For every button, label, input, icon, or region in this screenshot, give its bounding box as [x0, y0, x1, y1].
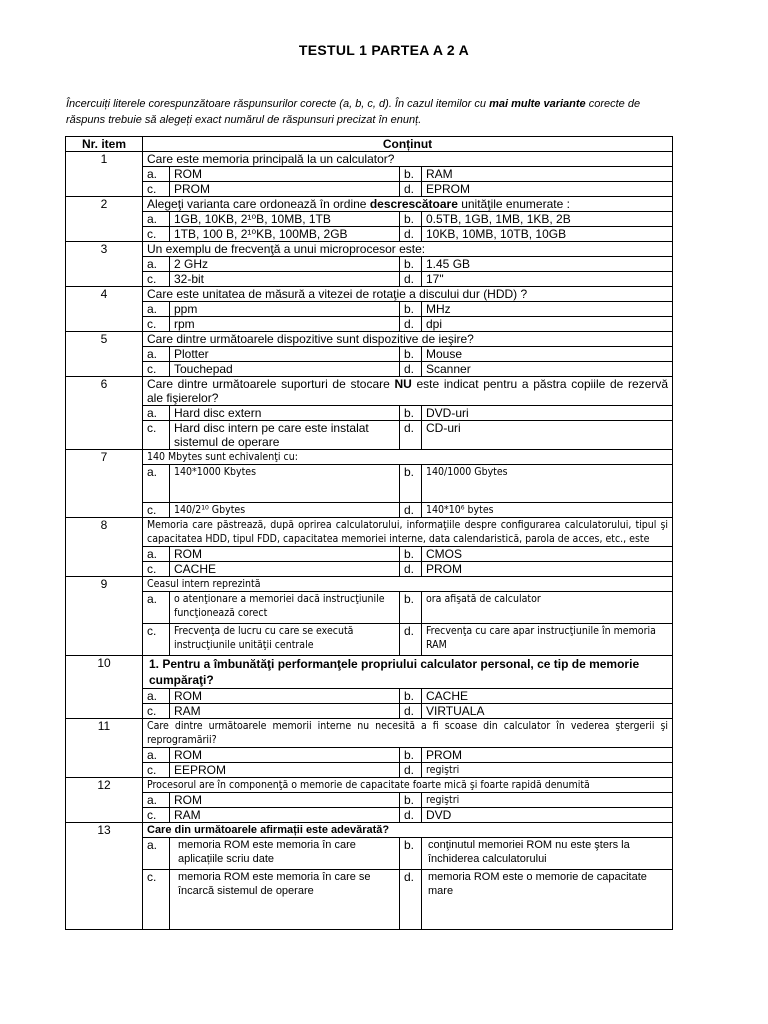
- option-letter-b[interactable]: b.: [400, 748, 422, 763]
- item-9-options-ab: [66, 592, 673, 624]
- option-letter-d[interactable]: d.: [400, 763, 422, 778]
- option-b: 1.45 GB: [422, 257, 673, 272]
- item-6-question-row: [66, 377, 673, 406]
- option-letter-b[interactable]: b.: [400, 838, 422, 870]
- table-header-row: [66, 137, 673, 152]
- option-d: memoria ROM este o memorie de capacitate mare: [422, 870, 673, 930]
- item-number: 10: [66, 656, 143, 719]
- option-a: ROM: [170, 689, 400, 704]
- option-letter-c[interactable]: c.: [143, 562, 170, 577]
- option-letter-d[interactable]: d.: [400, 272, 422, 287]
- option-b: MHz: [422, 302, 673, 317]
- item-question: [143, 377, 673, 406]
- instructions-text: Încercuiți literele corespunzătoare răspunsurilor corecte (a, b, c, d). În cazul itemilor cu: [66, 98, 490, 110]
- item-13-options-ab: [66, 838, 673, 870]
- option-c: Frecvenţa de lucru cu care se execută instrucţiunile unităţii centrale: [170, 624, 400, 656]
- option-letter-b[interactable]: b.: [400, 167, 422, 182]
- option-a: 140*1000 Kbytes: [170, 465, 400, 503]
- option-d: regiştri: [422, 763, 673, 778]
- option-a: 2 GHz: [170, 257, 400, 272]
- item-number: 6: [66, 377, 143, 450]
- option-c: RAM: [170, 808, 400, 823]
- item-13-options-cd: [66, 870, 673, 930]
- item-question: Memoria care păstrează, după oprirea calculatorului, informaţiile despre configurarea calculatorului, tipul şi capacitatea HDD, tipul FDD, capacitatea memoriei interne, data calendaristică, parola de acces, etc., este: [143, 518, 673, 547]
- item-question: Care este memoria principală la un calculator?: [143, 152, 673, 167]
- option-b: PROM: [422, 748, 673, 763]
- option-letter-b[interactable]: b.: [400, 257, 422, 272]
- item-question: Ceasul intern reprezintă: [143, 577, 673, 592]
- option-letter-b[interactable]: b.: [400, 547, 422, 562]
- option-a: 1GB, 10KB, 2¹⁰B, 10MB, 1TB: [170, 212, 400, 227]
- option-c: rpm: [170, 317, 400, 332]
- option-c: 1TB, 100 B, 2¹⁰KB, 100MB, 2GB: [170, 227, 400, 242]
- instructions-text-end: corecte de răspuns trebuie să alegeți exact numărul de răspunsuri precizat în enunț.: [66, 98, 641, 126]
- option-c: 32-bit: [170, 272, 400, 287]
- item-question: Procesorul are în componenţă o memorie de capacitate foarte mică şi foarte rapidă denumită: [143, 778, 673, 793]
- option-d: Scanner: [422, 362, 673, 377]
- option-b: RAM: [422, 167, 673, 182]
- item-question: Un exemplu de frecvenţă a unui microprocesor este:: [143, 242, 673, 257]
- option-a: Hard disc extern: [170, 406, 400, 421]
- item-2-question-row: [66, 197, 673, 212]
- item-6-options-ab: [66, 406, 673, 421]
- option-b: ora afişată de calculator: [422, 592, 673, 624]
- option-letter-d[interactable]: d.: [400, 227, 422, 242]
- item-1-question-row: [66, 152, 673, 167]
- item-question: Care dintre următoarele memorii interne nu necesită a fi scoase din calculator în vederea ştergerii şi reprogramării?: [143, 719, 673, 748]
- item-5-question-row: [66, 332, 673, 347]
- option-c: CACHE: [170, 562, 400, 577]
- option-a: ROM: [170, 167, 400, 182]
- item-2-options-cd: [66, 227, 673, 242]
- option-letter-d[interactable]: d.: [400, 808, 422, 823]
- item-12-options-ab: [66, 793, 673, 808]
- item-10-options-cd: [66, 704, 673, 719]
- item-number: 2: [66, 197, 143, 242]
- item-number: 5: [66, 332, 143, 377]
- option-letter-d[interactable]: d.: [400, 624, 422, 656]
- item-number: 3: [66, 242, 143, 287]
- question-text: Care dintre următoarele suporturi de stocare: [147, 377, 395, 391]
- option-c: Hard disc intern pe care este instalat sistemul de operare: [170, 421, 400, 450]
- item-2-options-ab: [66, 212, 673, 227]
- option-b: CACHE: [422, 689, 673, 704]
- option-letter-c[interactable]: c.: [143, 704, 170, 719]
- option-d: 10KB, 10MB, 10TB, 10GB: [422, 227, 673, 242]
- option-b: 0.5TB, 1GB, 1MB, 1KB, 2B: [422, 212, 673, 227]
- option-letter-b[interactable]: b.: [400, 465, 422, 503]
- option-letter-d[interactable]: d.: [400, 503, 422, 518]
- option-letter-c[interactable]: c.: [143, 421, 170, 450]
- option-d: PROM: [422, 562, 673, 577]
- option-d: 17": [422, 272, 673, 287]
- item-3-question-row: [66, 242, 673, 257]
- option-a: memoria ROM este memoria în care aplicațiile scriu date: [170, 838, 400, 870]
- header-nr-item: Nr. item: [66, 137, 143, 152]
- option-letter-a[interactable]: a.: [143, 167, 170, 182]
- option-letter-a[interactable]: a.: [143, 547, 170, 562]
- item-number: 12: [66, 778, 143, 823]
- option-letter-a[interactable]: a.: [143, 347, 170, 362]
- header-content: Conținut: [143, 137, 673, 152]
- option-letter-b[interactable]: b.: [400, 592, 422, 624]
- option-letter-c[interactable]: c.: [143, 317, 170, 332]
- option-letter-d[interactable]: d.: [400, 870, 422, 930]
- item-question: Care este unitatea de măsură a vitezei de rotaţie a discului dur (HDD) ?: [143, 287, 673, 302]
- option-letter-d[interactable]: d.: [400, 182, 422, 197]
- option-letter-a[interactable]: a.: [143, 212, 170, 227]
- option-letter-a[interactable]: a.: [143, 689, 170, 704]
- item-3-options-ab: [66, 257, 673, 272]
- option-letter-c[interactable]: c.: [143, 503, 170, 518]
- item-10-options-ab: [66, 689, 673, 704]
- option-letter-a[interactable]: a.: [143, 793, 170, 808]
- instructions-emphasis: mai multe variante: [489, 98, 586, 110]
- option-b: CMOS: [422, 547, 673, 562]
- option-letter-b[interactable]: b.: [400, 347, 422, 362]
- option-b: conţinutul memoriei ROM nu este şters la închiderea calculatorului: [422, 838, 673, 870]
- option-letter-c[interactable]: c.: [143, 624, 170, 656]
- option-c: 140/2¹⁰ Gbytes: [170, 503, 400, 518]
- item-1-options-ab: [66, 167, 673, 182]
- page-title: TESTUL 1 PARTEA A 2 A: [298, 42, 470, 58]
- item-number: 1: [66, 152, 143, 197]
- question-text: Alegeţi varianta care ordonează în ordine: [147, 197, 370, 211]
- item-7-question-row: [66, 450, 673, 465]
- question-text-end: unităţile enumerate :: [457, 197, 570, 211]
- option-letter-a[interactable]: a.: [143, 257, 170, 272]
- option-letter-a[interactable]: a.: [143, 465, 170, 503]
- option-letter-b[interactable]: b.: [400, 302, 422, 317]
- item-8-options-ab: [66, 547, 673, 562]
- option-letter-b[interactable]: b.: [400, 406, 422, 421]
- option-letter-c[interactable]: c.: [143, 272, 170, 287]
- option-letter-c[interactable]: c.: [143, 870, 170, 930]
- option-letter-c[interactable]: c.: [143, 808, 170, 823]
- item-11-question-row: [66, 719, 673, 748]
- option-letter-c[interactable]: c.: [143, 182, 170, 197]
- item-4-question-row: [66, 287, 673, 302]
- item-9-options-cd: [66, 624, 673, 656]
- option-letter-c[interactable]: c.: [143, 227, 170, 242]
- item-12-options-cd: [66, 808, 673, 823]
- option-b: DVD-uri: [422, 406, 673, 421]
- item-number: 9: [66, 577, 143, 656]
- item-number: 7: [66, 450, 143, 518]
- item-number: 11: [66, 719, 143, 778]
- option-d: CD-uri: [422, 421, 673, 450]
- option-b: regiştri: [422, 793, 673, 808]
- option-letter-d[interactable]: d.: [400, 317, 422, 332]
- option-d: VIRTUALA: [422, 704, 673, 719]
- item-question: [143, 197, 673, 212]
- item-7-options-cd: [66, 503, 673, 518]
- item-number: 4: [66, 287, 143, 332]
- option-a: ROM: [170, 547, 400, 562]
- option-letter-a[interactable]: a.: [143, 748, 170, 763]
- item-5-options-ab: [66, 347, 673, 362]
- option-letter-a[interactable]: a.: [143, 406, 170, 421]
- option-letter-d[interactable]: d.: [400, 362, 422, 377]
- option-c: EEPROM: [170, 763, 400, 778]
- item-5-options-cd: [66, 362, 673, 377]
- item-11-options-cd: [66, 763, 673, 778]
- option-letter-c[interactable]: c.: [143, 763, 170, 778]
- questions-table: [65, 136, 673, 930]
- item-7-options-ab: [66, 465, 673, 503]
- question-emphasis: descrescătoare: [369, 197, 458, 211]
- option-a: ROM: [170, 793, 400, 808]
- item-number: 13: [66, 823, 143, 930]
- item-8-options-cd: [66, 562, 673, 577]
- item-number: 8: [66, 518, 143, 577]
- option-d: DVD: [422, 808, 673, 823]
- option-c: PROM: [170, 182, 400, 197]
- option-letter-b[interactable]: b.: [400, 212, 422, 227]
- option-letter-d[interactable]: d.: [400, 421, 422, 450]
- question-emphasis: NU: [394, 377, 412, 391]
- option-a: ROM: [170, 748, 400, 763]
- option-b: Mouse: [422, 347, 673, 362]
- option-c: Touchepad: [170, 362, 400, 377]
- instructions: [66, 96, 676, 128]
- option-letter-a[interactable]: a.: [143, 302, 170, 317]
- item-6-options-cd: [66, 421, 673, 450]
- item-8-question-row: [66, 518, 673, 547]
- item-question: Care dintre următoarele dispozitive sunt dispozitive de ieşire?: [143, 332, 673, 347]
- option-a: o atenţionare a memoriei dacă instrucţiunile funcţionează corect: [170, 592, 400, 624]
- option-d: Frecvenţa cu care apar instrucţiunile în memoria RAM: [422, 624, 673, 656]
- item-13-question-row: [66, 823, 673, 838]
- option-letter-d[interactable]: d.: [400, 562, 422, 577]
- option-a: ppm: [170, 302, 400, 317]
- option-d: EPROM: [422, 182, 673, 197]
- item-11-options-ab: [66, 748, 673, 763]
- option-letter-d[interactable]: d.: [400, 704, 422, 719]
- item-question: Care din următoarele afirmații este adevărată?: [143, 823, 673, 838]
- item-1-options-cd: [66, 182, 673, 197]
- item-question: 140 Mbytes sunt echivalenţi cu:: [143, 450, 673, 465]
- option-d: dpi: [422, 317, 673, 332]
- item-4-options-cd: [66, 317, 673, 332]
- option-letter-c[interactable]: c.: [143, 362, 170, 377]
- option-d: 140*10⁶ bytes: [422, 503, 673, 518]
- item-9-question-row: [66, 577, 673, 592]
- item-question: 1. Pentru a îmbunătăţi performanţele propriului calculator personal, ce tip de memorie cumpăraţi?: [143, 656, 673, 689]
- option-c: memoria ROM este memoria în care se încarcă sistemul de operare: [170, 870, 400, 930]
- option-a: Plotter: [170, 347, 400, 362]
- option-letter-a[interactable]: a.: [143, 838, 170, 870]
- option-c: RAM: [170, 704, 400, 719]
- item-12-question-row: [66, 778, 673, 793]
- option-letter-a[interactable]: a.: [143, 592, 170, 624]
- item-10-question-row: [66, 656, 673, 689]
- question-text-end: este indicat pentru a păstra copiile de rezervă ale fişierelor?: [147, 377, 668, 405]
- option-b: 140/1000 Gbytes: [422, 465, 673, 503]
- item-4-options-ab: [66, 302, 673, 317]
- item-3-options-cd: [66, 272, 673, 287]
- option-letter-b[interactable]: b.: [400, 793, 422, 808]
- option-letter-b[interactable]: b.: [400, 689, 422, 704]
